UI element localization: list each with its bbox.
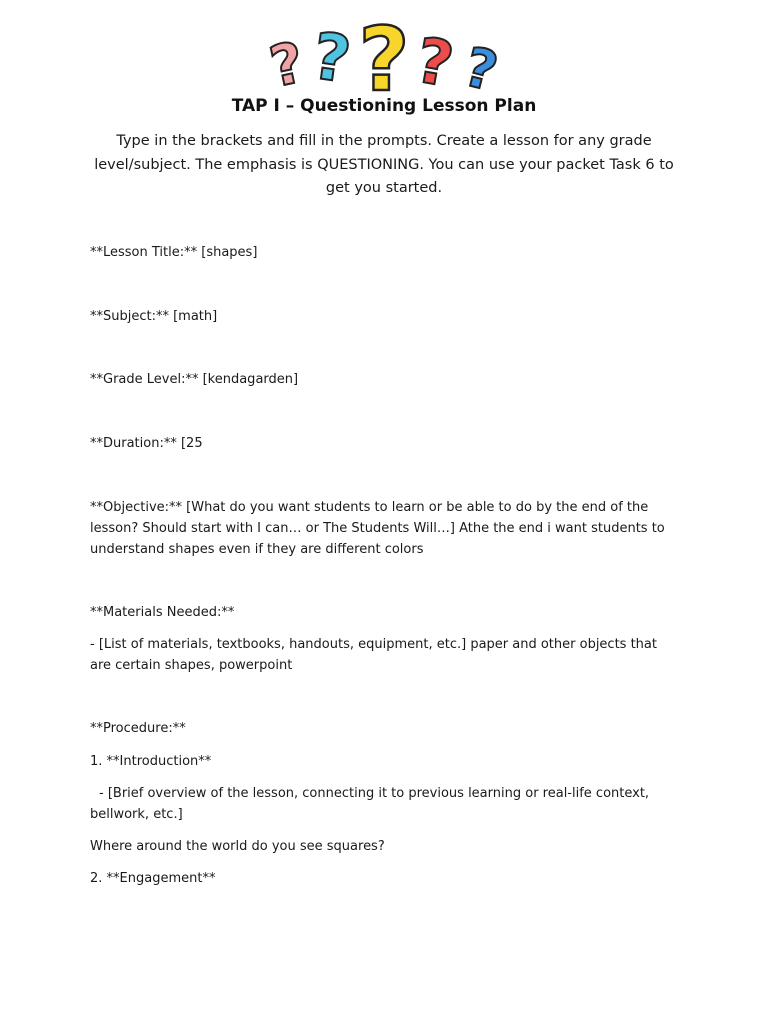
question-mark-red-icon: ? xyxy=(410,23,459,102)
procedure-step-introduction: 1. **Introduction** xyxy=(90,754,212,769)
duration-line: **Duration:** [25 xyxy=(90,436,203,451)
introduction-question: Where around the world do you see squares? xyxy=(90,839,385,854)
question-mark-yellow-icon: ? xyxy=(358,10,410,104)
grade-level-line: **Grade Level:** [kendagarden] xyxy=(90,372,299,387)
objective-paragraph: **Objective:** [What do you want students to learn or be able to do by the end of the lesson? Should start with I can… or The Students Will…] Athe the end i want students to understand shapes even if they are different colors xyxy=(90,500,665,557)
question-mark-dark-blue-icon: ? xyxy=(458,35,504,104)
procedure-heading: **Procedure:** xyxy=(90,721,186,736)
procedure-step-engagement: 2. **Engagement** xyxy=(90,871,216,886)
materials-heading: **Materials Needed:** xyxy=(90,605,235,620)
subject-line: **Subject:** [math] xyxy=(90,309,218,324)
question-mark-pink-icon: ? xyxy=(264,30,310,101)
instructions-paragraph: Type in the brackets and fill in the prompts. Create a lesson for any grade level/subject. The emphasis is QUESTIONING. You can use your packet Task 6 to get you started. xyxy=(94,133,674,196)
introduction-detail xyxy=(90,783,678,825)
question-marks-logo xyxy=(262,10,506,104)
materials-item: - [List of materials, textbooks, handouts, equipment, etc.] paper and other objects that are certain shapes, powerpoint xyxy=(90,637,657,673)
question-mark-blue-icon: ? xyxy=(307,19,355,99)
introduction-detail-text: - [Brief overview of the lesson, connecting it to previous learning or real-life context, bellwork, etc.] xyxy=(90,786,650,822)
lesson-title-line: **Lesson Title:** [shapes] xyxy=(90,245,258,260)
page-title: TAP I – Questioning Lesson Plan xyxy=(231,96,537,116)
